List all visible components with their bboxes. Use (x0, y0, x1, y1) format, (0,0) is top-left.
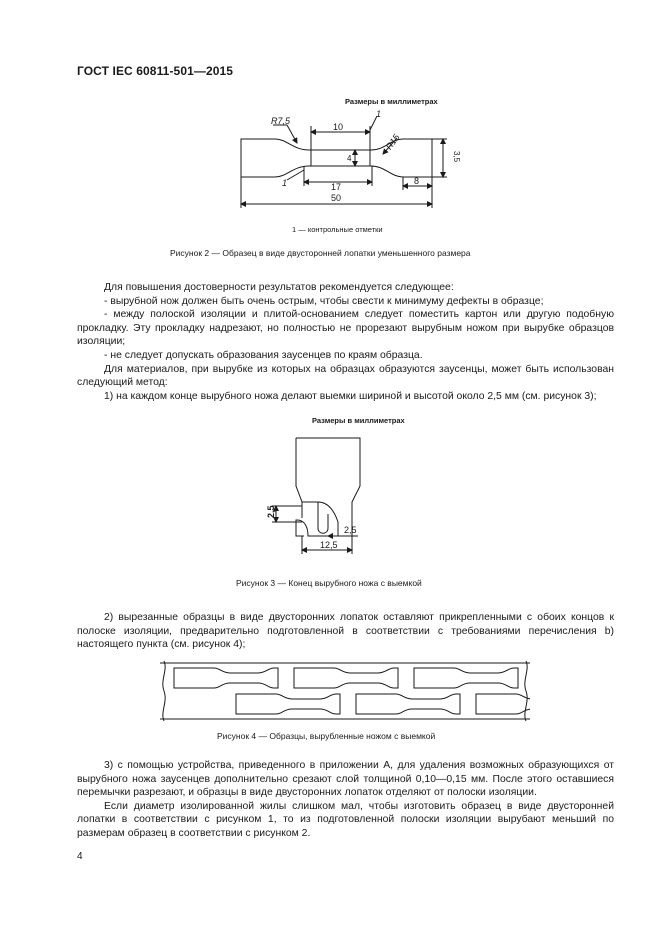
dim-50: 50 (331, 193, 342, 203)
dim-3-5: 3,5 (452, 151, 461, 163)
figure4-strip-drawing (160, 660, 530, 722)
dim-4: 4 (347, 154, 352, 163)
dim-17: 17 (331, 182, 342, 192)
para-line: 2) вырезанные образцы в виде двусторонних лопаток оставляют прикрепленными с обоих концов к полоске изоляции, предварительно подготовленной в соответствии с требованиями перечисления b) настоящего пункта (см. рисунок 4); (77, 612, 614, 651)
para-line: - вырубной нож должен быть очень острым, чтобы свести к минимуму дефекты в образце; (104, 295, 544, 307)
dim-r15: R15 (383, 132, 402, 152)
para-line: Если диаметр изолированной жилы слишком мал, чтобы изготовить образец в виде двусторонней лопатки в соответствии с рисунком 1, то из подготовленной полоски изоляции вырубают меньший по размерам образец в соответствии с рисунком 2. (77, 800, 614, 839)
mark-1-top: 1 (376, 109, 382, 119)
dim-12-5: 12,5 (320, 540, 338, 550)
document-header: ГОСТ IEC 60811-501—2015 (77, 64, 234, 78)
dumbbell-outline (241, 139, 432, 177)
para-line: 1) на каждом конце вырубного ножа делают выемки шириной и высотой около 2,5 мм (см. рисунок 3); (104, 390, 597, 402)
figure2-caption: Рисунок 2 — Образец в виде двусторонней лопатки уменьшенного размера (170, 248, 471, 258)
dim-2-5-width: 2,5 (344, 525, 357, 535)
para-line: - не следует допускать образования заусенцев по краям образца. (104, 349, 423, 361)
figure2-units-note: Размеры в миллиметрах (345, 97, 438, 106)
dim-8: 8 (414, 176, 420, 186)
figure2-legend: 1 — контрольные отметки (292, 225, 383, 234)
body-paragraph-block-1 (77, 281, 614, 403)
para-line: Для материалов, при вырубке из которых на образцах образуются заусенцы, может быть использован следующий метод: (77, 363, 614, 389)
body-paragraph-block-3 (77, 759, 614, 841)
figure2-dumbbell-drawing (225, 108, 465, 213)
dim-2-5-height: 2,5 (266, 505, 276, 518)
para-line: - между полоской изоляции и плитой-основанием следует поместить картон или другую подобную прокладку. Эту прокладку надрезают, но полностью не прорезают вырубным ножом при вырубке образцов изоляции; (77, 309, 614, 348)
body-paragraph-block-2 (77, 611, 614, 652)
dim-10: 10 (333, 122, 344, 132)
para-line: 3) с помощью устройства, приведенного в приложении А, для удаления возможных образующихся от вырубного ножа заусенцев дополнительно срезают слой толщиной 0,10—0,15 мм. После этого оставшиеся перемычки разрезают, и образцы в виде двусторонних лопаток отделяют от полоски изоляции. (77, 760, 614, 799)
figure3-caption: Рисунок 3 — Конец вырубного ножа с выемкой (236, 578, 422, 588)
figure3-units-note: Размеры в миллиметрах (312, 416, 405, 425)
figure4-caption: Рисунок 4 — Образцы, вырубленные ножом с выемкой (217, 731, 436, 741)
dim-r7-5: R7,5 (271, 116, 291, 126)
para-line: Для повышения достоверности результатов рекомендуется следующее: (104, 282, 454, 293)
mark-1-bottom: 1 (282, 178, 288, 188)
figure3-knife-end-drawing (262, 432, 402, 567)
page-number: 4 (77, 851, 83, 862)
